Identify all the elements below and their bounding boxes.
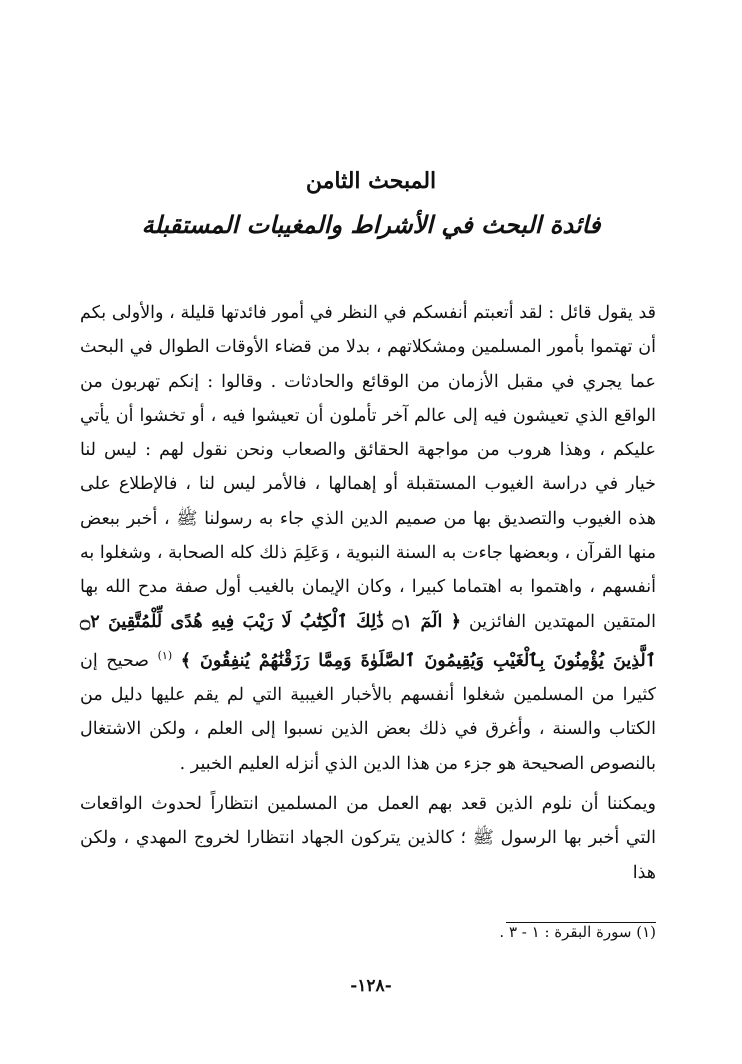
footnote-reference: (١) (157, 648, 173, 662)
page-number: -١٢٨- (350, 976, 392, 996)
quran-verse: ﴿ الٓمٓ ۝١ ذَٰلِكَ ٱلْكِتَٰبُ لَا رَيْبَ فِيهِ هُدًى لِّلْمُتَّقِينَ ۝٢ ٱلَّذِينَ يُؤْمِنُونَ بِٱلْغَيْبِ وَيُقِيمُونَ ٱلصَّلَوٰةَ وَمِمَّا رَزَقْنَٰهُمْ يُنفِقُونَ ﴾ (80, 611, 656, 671)
paragraph-1-continuation: صحيح إن كثيرا من المسلمين شغلوا أنفسهم بالأخبار الغيبية التي لم يقم عليها دليل من الكتاب والسنة ، وأغرق في ذلك بعض الذين نسبوا إلى العلم ، ولكن الاشتغال بالنصوص الصحيحة هو جزء من هذا الدين الذي أنزله العليم الخبير . (80, 650, 656, 774)
paragraph-1-text: قد يقول قائل : لقد أتعبتم أنفسكم في النظر في أمور فائدتها قليلة ، والأولى بكم أن تهتموا بأمور المسلمين ومشكلاتهم ، بدلا من قضاء الأوقات الطوال في البحث عما يجري في مقبل الأزمان من الوقائع والحادثات . وقالوا : إنكم تهربون من الواقع الذي تعيشون فيه إلى عالم آخر تأملون أن تعيشوا فيه ، أو تخشوا أن يأتي عليكم ، وهذا هروب من مواجهة الحقائق والصعاب ونحن نقول لهم : ليس لنا خيار في دراسة الغيوب المستقبلة أو إهمالها ، فالأمر ليس لنا ، فالإطلاع على هذه الغيوب والتصديق بها من صميم الدين الذي جاء به رسولنا ﷺ ، أخبر ببعض منها القرآن ، وبعضها جاءت به السنة النبوية ، وَعَلِمَ ذلك كله الصحابة ، وشغلوا به أنفسهم ، واهتموا به اهتماما كبيرا ، وكان الإيمان بالغيب أول صفة مدح الله بها المتقين المهتدين الفائزين (80, 303, 656, 632)
body-text (80, 296, 656, 890)
section-title: فائدة البحث في الأشراط والمغيبات المستقبلة (141, 210, 601, 239)
paragraph-1 (80, 296, 656, 781)
section-heading: المبحث الثامن (305, 168, 437, 194)
footnote: (١) سورة البقرة : ١ - ٣ . (499, 923, 656, 941)
paragraph-2: ويمكننا أن نلوم الذين قعد بهم العمل من المسلمين انتظاراً لحدوث الواقعات التي أخبر بها الرسول ﷺ ؛ كالذين يتركون الجهاد انتظارا لخروج المهدي ، ولكن هذا (80, 793, 656, 883)
